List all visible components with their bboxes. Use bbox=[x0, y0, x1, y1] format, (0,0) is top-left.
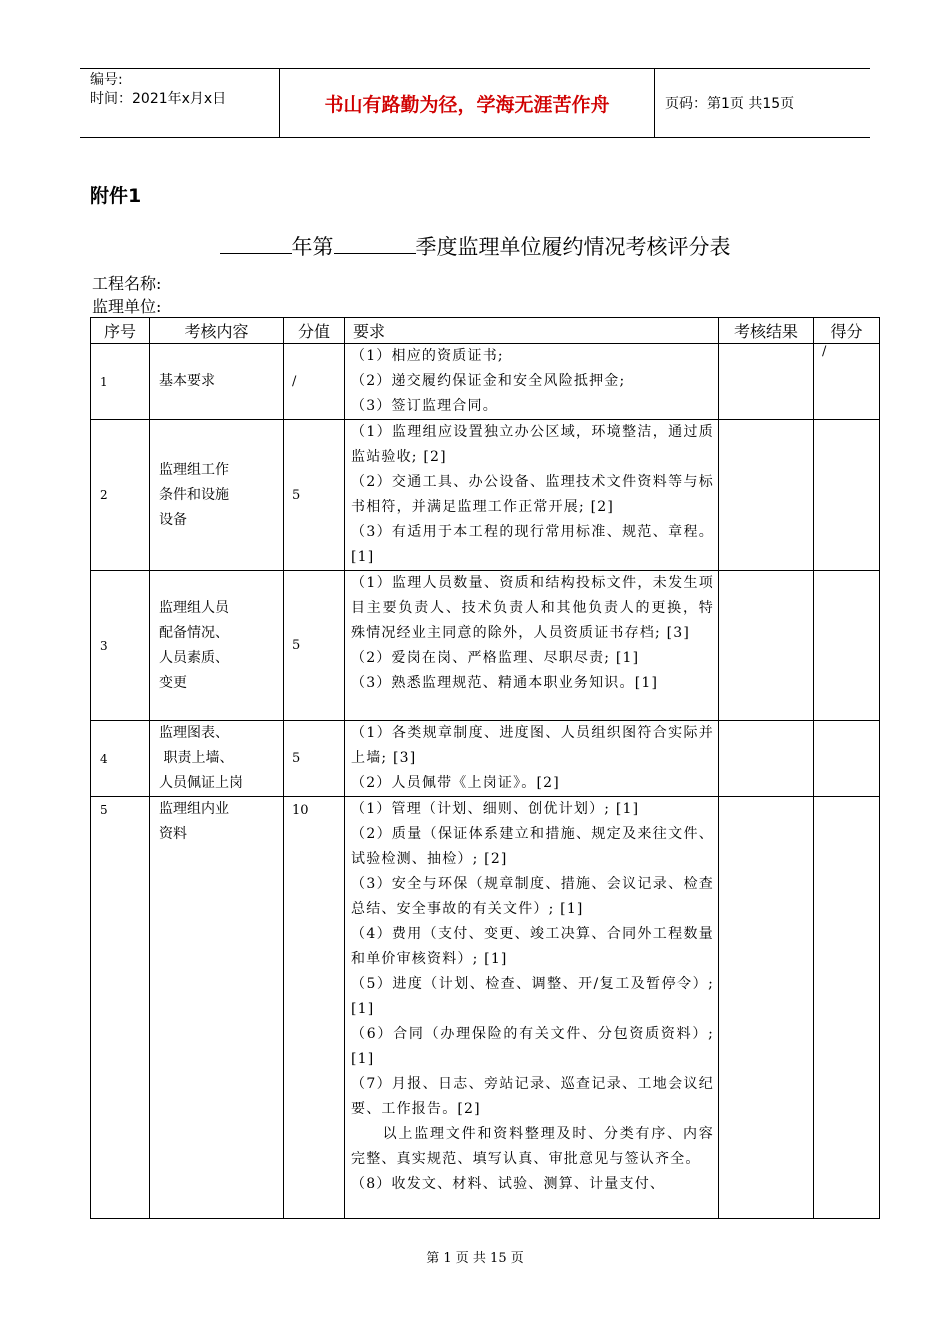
form-title bbox=[0, 231, 950, 261]
score-value: / bbox=[284, 344, 345, 420]
result-cell bbox=[719, 721, 814, 797]
table-header-row bbox=[91, 318, 880, 344]
requirement-line: （6）合同（办理保险的有关文件、分包资质资料）; [1] bbox=[351, 1026, 714, 1067]
item-line: 监理组内业 bbox=[159, 801, 229, 817]
item-line: 变更 bbox=[159, 674, 187, 691]
result-cell bbox=[719, 420, 814, 571]
page-code: 页码：第1页 共15页 bbox=[665, 96, 795, 112]
header-cell: 分值 bbox=[284, 318, 345, 344]
requirement-line: （8）收发文、材料、试验、测算、计量支付、 bbox=[351, 1176, 666, 1192]
item-line: 监理图表、 bbox=[159, 725, 229, 741]
assessment-item bbox=[150, 797, 284, 1219]
result-cell bbox=[719, 571, 814, 721]
requirement-line: （1）监理组应设置独立办公区域，环境整洁，通过质监站验收; [2] bbox=[351, 424, 714, 465]
requirement-line: 以上监理文件和资料整理及时、分类有序、内容完整、真实规范、填写认真、审批意见与签认齐全。 bbox=[351, 1126, 714, 1167]
row-number: 5 bbox=[91, 797, 150, 1219]
points-cell bbox=[814, 420, 880, 571]
requirement-line: （2）递交履约保证金和安全风险抵押金; bbox=[351, 373, 626, 389]
item-line: 监理组工作 bbox=[159, 461, 229, 478]
assessment-item bbox=[150, 571, 284, 721]
table-row bbox=[91, 420, 880, 571]
requirement-line: （2）人员佩带《上岗证》。[2] bbox=[351, 775, 560, 791]
requirement-line: （3）安全与环保（规章制度、措施、会议记录、检查总结、安全事故的有关文件）; [1] bbox=[351, 876, 714, 917]
score-value: 5 bbox=[284, 420, 345, 571]
requirement-line: （1）各类规章制度、进度图、人员组织图符合实际并上墙; [3] bbox=[351, 725, 714, 766]
requirement bbox=[345, 721, 719, 797]
requirement-line: （3）有适用于本工程的现行常用标准、规范、章程。[1] bbox=[351, 524, 714, 565]
score-value: 10 bbox=[284, 797, 345, 1219]
header-cell: 序号 bbox=[91, 318, 150, 344]
row-number: 1 bbox=[91, 344, 150, 420]
requirement-line: （2）质量（保证体系建立和措施、规定及来往文件、试验检测、抽检）; [2] bbox=[351, 826, 714, 867]
table-row bbox=[91, 797, 880, 1219]
assessment-item bbox=[150, 420, 284, 571]
item-line: 条件和设施 bbox=[159, 486, 229, 503]
item-line: 人员佩证上岗 bbox=[159, 775, 243, 791]
requirement-line: （7）月报、日志、旁站记录、巡查记录、工地会议纪要、工作报告。[2] bbox=[351, 1076, 714, 1117]
motto: 书山有路勤为径，学海无涯苦作舟 bbox=[280, 69, 655, 137]
row-number: 2 bbox=[91, 420, 150, 571]
row-number: 3 bbox=[91, 571, 150, 721]
year-blank bbox=[220, 233, 292, 254]
title-part-1: 年第 bbox=[291, 235, 334, 259]
header-cell: 考核结果 bbox=[719, 318, 814, 344]
table-row bbox=[91, 721, 880, 797]
page-header bbox=[80, 68, 870, 138]
table-row bbox=[91, 571, 880, 721]
requirement-line: （1）相应的资质证书; bbox=[351, 348, 504, 364]
score-value: 5 bbox=[284, 571, 345, 721]
requirement-line: （2）爱岗在岗、严格监理、尽职尽责; [1] bbox=[351, 650, 640, 666]
result-cell bbox=[719, 797, 814, 1219]
item-line: 人员素质、 bbox=[159, 649, 229, 666]
points-cell: / bbox=[814, 344, 880, 420]
requirement-line: （4）费用（支付、变更、竣工决算、合同外工程数量和单价审核资料）; [1] bbox=[351, 926, 714, 967]
requirement bbox=[345, 344, 719, 420]
points-cell bbox=[814, 797, 880, 1219]
points-cell bbox=[814, 571, 880, 721]
page-footer: 第 1 页 共 15 页 bbox=[426, 1251, 524, 1266]
requirement-line: （2）交通工具、办公设备、监理技术文件资料等与标书相符，并满足监理工作正常开展; [2] bbox=[351, 474, 714, 515]
header-cell: 要求 bbox=[345, 318, 719, 344]
score-value: 5 bbox=[284, 721, 345, 797]
item-line: 资料 bbox=[159, 826, 187, 842]
requirement bbox=[345, 420, 719, 571]
header-cell: 得分 bbox=[814, 318, 880, 344]
item-line: 职责上墙、 bbox=[159, 750, 234, 766]
item-line: 监理组人员 bbox=[159, 599, 229, 616]
requirement-line: （1）监理人员数量、资质和结构投标文件，未发生项目主要负责人、技术负责人和其他负责人的更换，特殊情况经业主同意的除外，人员资质证书存档; [3] bbox=[351, 575, 714, 641]
header-left-cell bbox=[80, 69, 280, 137]
document-time-label: 时间：2021年x月x日 bbox=[90, 91, 227, 107]
quarter-blank bbox=[334, 233, 416, 254]
result-cell bbox=[719, 344, 814, 420]
assessment-item bbox=[150, 721, 284, 797]
item-line: 基本要求 bbox=[159, 373, 215, 389]
assessment-item bbox=[150, 344, 284, 420]
requirement-line: （1）管理（计划、细则、创优计划）; [1] bbox=[351, 801, 640, 817]
supervision-unit-label: 监理单位: bbox=[92, 297, 162, 316]
requirement-line: （3）签订监理合同。 bbox=[351, 398, 498, 414]
row-number: 4 bbox=[91, 721, 150, 797]
evaluation-table bbox=[90, 317, 880, 1219]
requirement-line: （5）进度（计划、检查、调整、开/复工及暂停令）; [1] bbox=[351, 976, 714, 1017]
item-line: 设备 bbox=[159, 511, 187, 528]
requirement bbox=[345, 797, 719, 1219]
table-row bbox=[91, 344, 880, 420]
title-part-2: 季度监理单位履约情况考核评分表 bbox=[415, 235, 731, 259]
header-cell: 考核内容 bbox=[150, 318, 284, 344]
requirement-line: （3）熟悉监理规范、精通本职业务知识。[1] bbox=[351, 675, 659, 691]
requirement bbox=[345, 571, 719, 721]
item-line: 配备情况、 bbox=[159, 624, 229, 641]
points-cell bbox=[814, 721, 880, 797]
document-number-label: 编号: bbox=[90, 72, 123, 88]
project-name-label: 工程名称: bbox=[92, 274, 162, 293]
attachment-label: 附件1 bbox=[90, 185, 142, 207]
